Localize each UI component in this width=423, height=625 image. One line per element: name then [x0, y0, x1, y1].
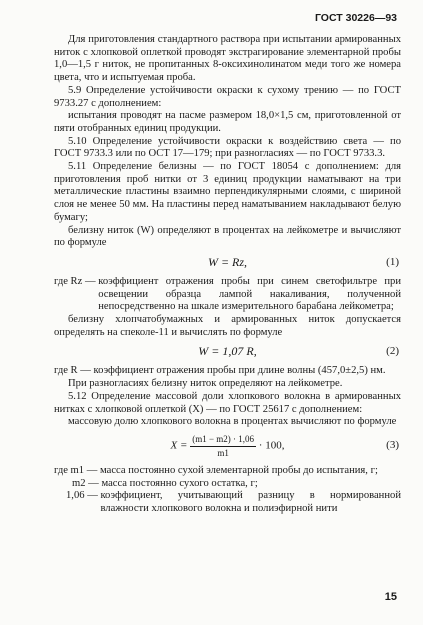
document-body [54, 34, 401, 516]
equation-1 [54, 250, 401, 276]
equation-3-number: (3) [386, 438, 399, 451]
definition-coefficient-text: коэффициент, учитывающий разницу в нормированной влажности хлопкового волокна и полиэфирной нити [100, 490, 401, 515]
definition-r [54, 365, 401, 378]
definition-r-text: коэффициент отражения пробы при длине волны (457,0±2,5) нм. [93, 365, 386, 377]
equation-3-lhs: X = [170, 439, 188, 452]
page-number: 15 [384, 591, 397, 603]
equation-2-formula: W = 1,07 R, [198, 344, 257, 359]
definition-m2-symbol: m2 — [72, 477, 99, 489]
paragraph-5-12: 5.12 Определение массовой доли хлопкового волокна в армированных нитках с хлопковой оплеткой (X) — по ГОСТ 25617 с дополнением: [54, 390, 401, 415]
equation-3-rhs: · 100, [258, 439, 285, 452]
equation-2 [54, 339, 401, 365]
paragraph-standard-solution: Для приготовления стандартного раствора при испытании армированных ниток с хлопковой оплеткой проводят экстрагирование элементарной пробы 1,0—1,5 г ниток, не пропитанных 8-оксихинолинатом меди того же номера цвета, что и испытуемая проба. [54, 34, 401, 84]
document-header: ГОСТ 30226—93 [314, 12, 397, 24]
paragraph-spekol: белизну хлопчатобумажных и армированных ниток допускается определять на спеколе-11 и вычислять по формуле [54, 314, 401, 338]
paragraph-5-11: 5.11 Определение белизны — по ГОСТ 18054 с дополнением: для приготовления проб нитки от 3 единиц продукции наматывают на три металлические пластины взаимно перпендикулярными слоями, с шириной слоя не менее 50 мм. На пластины перед наматыванием накладывают белую бумагу; [54, 161, 401, 223]
definition-r-symbol: где R — [54, 365, 91, 377]
equation-3-denominator: m1 [217, 447, 229, 458]
paragraph-5-9: 5.9 Определение устойчивости окраски к сухому трению — по ГОСТ 9733.27 с дополнением: [54, 84, 401, 109]
definition-rz-symbol: где Rz — [54, 275, 96, 287]
definition-m2-text: масса постоянно сухого остатка, г; [101, 477, 258, 489]
definition-m1-text: масса постоянно сухой элементарной пробы до испытания, г; [100, 464, 378, 476]
definition-m2 [54, 478, 401, 491]
definition-rz [54, 276, 401, 314]
definition-coefficient [54, 490, 401, 515]
equation-2-number: (2) [386, 345, 399, 358]
paragraph-5-9-addition: испытания проводят на пасме размером 18,0×1,5 см, приготовленной от пяти отобранных единиц продукции. [54, 110, 401, 134]
definition-rz-text: коэффициент отражения пробы при синем светофильтре при освещении образца лампой накаливания, полученной непосредственно на шкале измерительного барабана лейкометра; [98, 275, 401, 313]
paragraph-whiteness-formula-intro: белизну ниток (W) определяют в процентах на лейкометре и вычисляют по формуле [54, 224, 401, 249]
equation-1-number: (1) [386, 255, 399, 268]
equation-3 [54, 429, 401, 465]
equation-3-numerator: (m1 − m2) · 1,06 [190, 433, 256, 447]
paragraph-disagreement: При разногласиях белизну ниток определяют на лейкометре. [68, 378, 343, 390]
definition-m1-symbol: где m1 — [54, 464, 98, 476]
paragraph-mass-fraction-intro: массовую долю хлопкового волокна в процентах вычисляют по формуле [68, 416, 397, 428]
definition-coefficient-symbol: 1,06 — [66, 490, 98, 502]
definition-m1 [54, 465, 401, 478]
equation-3-fraction [190, 433, 256, 459]
equation-1-formula: W = Rz, [207, 254, 248, 269]
equation-3-formula [54, 433, 401, 459]
paragraph-5-10: 5.10 Определение устойчивости окраски к воздействию света — по ГОСТ 9733.3 или по ОСТ 17—179; при разногласиях — по ГОСТ 9733.3. [54, 135, 401, 160]
